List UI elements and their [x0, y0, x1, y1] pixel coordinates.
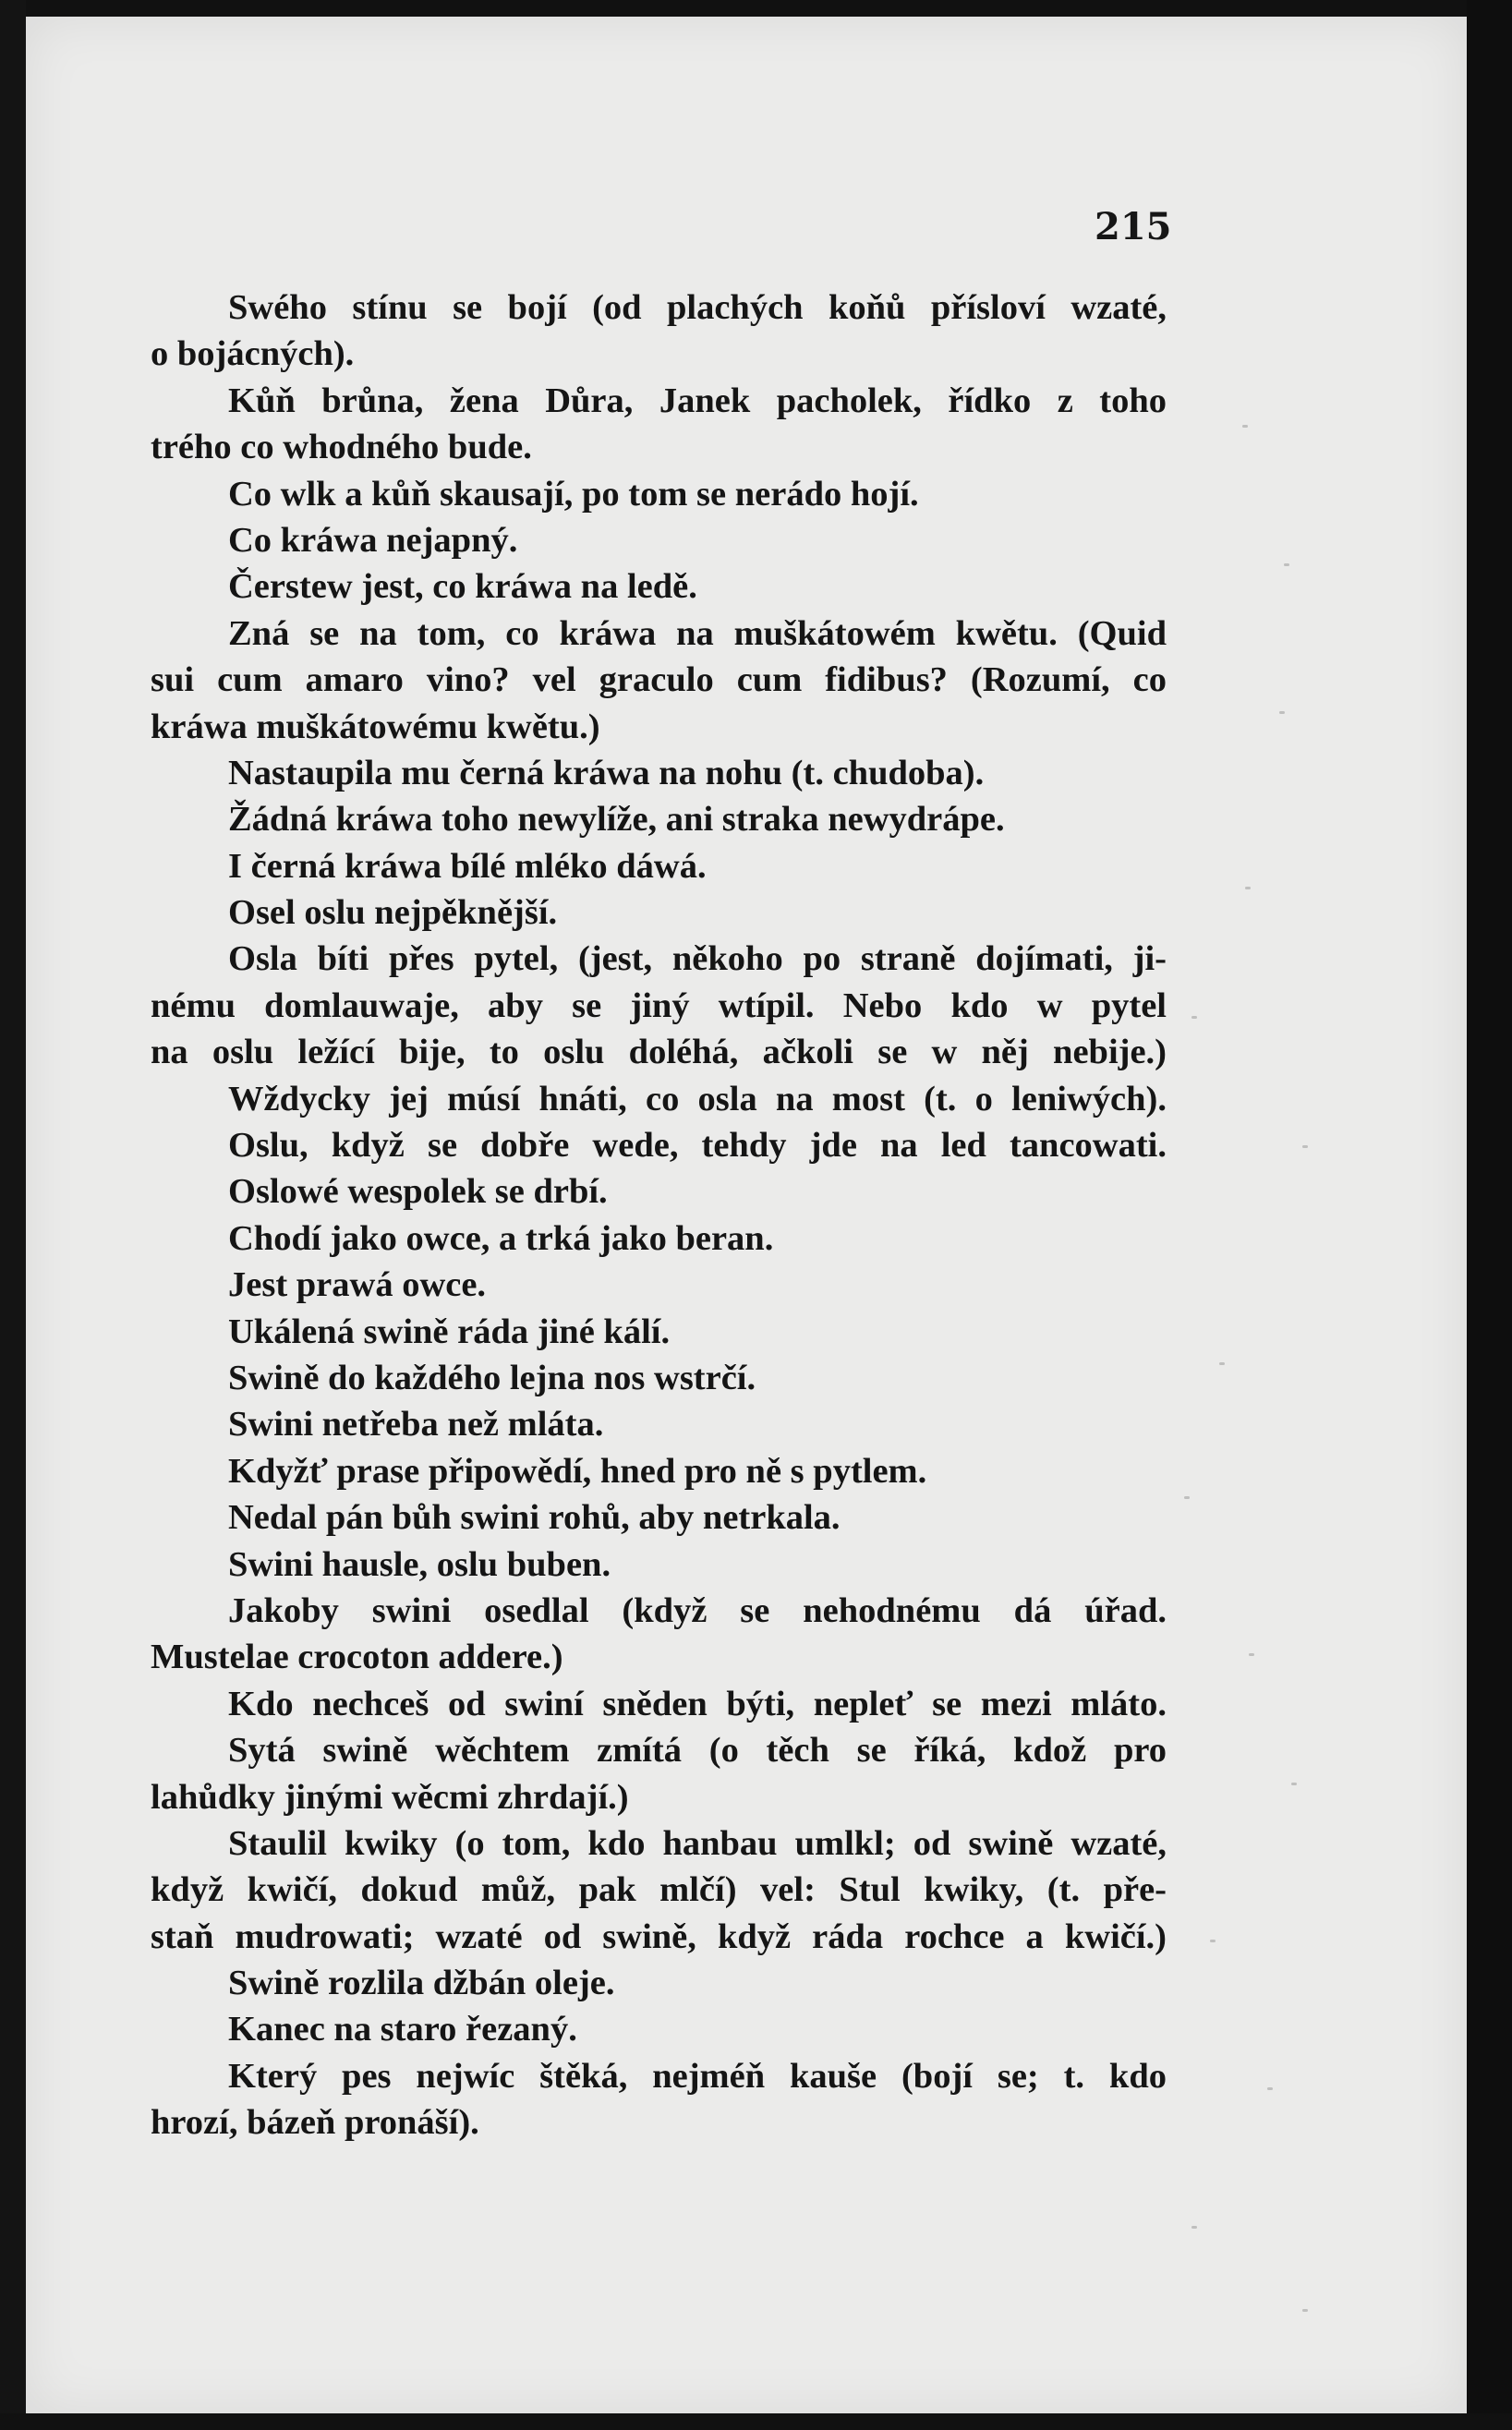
- paper-speck: [1249, 1653, 1254, 1656]
- text-line: Oslu, když se dobře wede, tehdy jde na led tancowati.: [228, 1126, 1167, 1166]
- page-number: 215: [1095, 205, 1172, 248]
- text-line: Osla bíti přes pytel, (jest, někoho po straně dojímati, ji-: [228, 939, 1167, 979]
- text-line: kráwa muškátowému kwětu.): [151, 707, 600, 746]
- paper-speck: [1267, 2087, 1273, 2090]
- scan-border-left: [0, 0, 26, 2430]
- text-line: Kůň brůna, žena Důra, Janek pacholek, řídko z toho: [228, 381, 1167, 420]
- paper-speck: [1279, 711, 1285, 714]
- paper-speck: [1191, 2226, 1197, 2229]
- text-line: nému domlauwaje, aby se jiný wtípil. Nebo kdo w pytel: [151, 985, 1167, 1025]
- text-line: hrozí, bázeň pronáší).: [151, 2103, 479, 2143]
- text-line: trého co whodného bude.: [151, 428, 532, 467]
- proverb-text-block: [151, 284, 1167, 2146]
- text-line: Wždycky jej músí hnáti, co osla na most (t. o leniwých).: [228, 1079, 1167, 1118]
- text-line: lahůdky jinými wěcmi zhrdají.): [151, 1777, 629, 1817]
- paper-speck: [1302, 1145, 1308, 1148]
- text-line: Čerstew jest, co kráwa na ledě.: [228, 567, 697, 607]
- text-line: Kanec na staro řezaný.: [228, 2010, 577, 2049]
- text-line: Co wlk a kůň skausají, po tom se nerádo hojí.: [228, 474, 919, 514]
- text-line: Nedal pán bůh swini rohů, aby netrkala.: [228, 1498, 841, 1538]
- scan-border-bottom: [0, 2413, 1512, 2430]
- text-line: Swině rozlila džbán oleje.: [228, 1964, 615, 2003]
- text-line: Swého stínu se bojí (od plachých koňů přísloví wzaté,: [228, 288, 1167, 327]
- paper-speck: [1219, 1362, 1225, 1365]
- text-line: Oslowé wespolek se drbí.: [228, 1172, 608, 1212]
- text-line: Kdo nechceš od swiní sněden býti, nepleť se mezi mláto.: [228, 1684, 1167, 1723]
- text-line: Staulil kwiky (o tom, kdo hanbau umlkl; od swině wzaté,: [228, 1823, 1167, 1863]
- text-line: Mustelae crocoton addere.): [151, 1638, 563, 1677]
- text-line: Ukálená swině ráda jiné kálí.: [228, 1312, 671, 1351]
- text-line: na oslu ležící bije, to oslu doléhá, ačkoli se w něj nebije.): [151, 1033, 1167, 1072]
- text-line: Žádná kráwa toho newylíže, ani straka newydrápe.: [228, 800, 1005, 840]
- paper-speck: [1284, 563, 1289, 566]
- text-line: když kwičí, dokud můž, pak mlčí) vel: Stul kwiky, (t. pře-: [151, 1870, 1167, 1910]
- paper-speck: [1302, 2309, 1308, 2312]
- paper-speck: [1210, 1940, 1216, 1942]
- scan-border-top: [0, 0, 1512, 17]
- text-line: Swině do každého lejna nos wstrčí.: [228, 1358, 756, 1397]
- text-line: Swini netřeba než mláta.: [228, 1405, 604, 1445]
- text-line: Nastaupila mu černá kráwa na nohu (t. chudoba).: [228, 753, 985, 792]
- text-line: Který pes nejwíc štěká, nejméň kauše (bojí se; t. kdo: [228, 2056, 1167, 2096]
- text-line: Swini hausle, oslu buben.: [228, 1544, 611, 1584]
- text-line: Co kráwa nejapný.: [228, 520, 518, 560]
- scan-border-right: [1467, 0, 1512, 2430]
- text-line: Chodí jako owce, a trká jako beran.: [228, 1218, 774, 1258]
- paper-speck: [1291, 1783, 1297, 1785]
- paper-speck: [1245, 887, 1251, 889]
- text-line: Osel oslu nejpěknější.: [228, 893, 558, 933]
- text-line: Jest prawá owce.: [228, 1265, 487, 1305]
- text-line: I černá kráwa bílé mléko dáwá.: [228, 846, 707, 886]
- text-line: Sytá swině wěchtem zmítá (o těch se říká, kdož pro: [228, 1731, 1167, 1771]
- paper-speck: [1191, 1016, 1197, 1019]
- text-line: staň mudrowati; wzaté od swině, když ráda rochce a kwičí.): [151, 1916, 1167, 1956]
- text-line: Zná se na tom, co kráwa na muškátowém kwětu. (Quid: [228, 613, 1167, 653]
- paper-speck: [1242, 425, 1248, 428]
- text-line: o bojácných).: [151, 334, 355, 374]
- text-line: sui cum amaro vino? vel graculo cum fidibus? (Rozumí, co: [151, 660, 1167, 700]
- paper-speck: [1184, 1496, 1190, 1499]
- text-line: Kdyžť prase připowědí, hned pro ně s pytlem.: [228, 1451, 927, 1491]
- text-line: Jakoby swini osedlal (když se nehodnému dá úřad.: [228, 1590, 1167, 1630]
